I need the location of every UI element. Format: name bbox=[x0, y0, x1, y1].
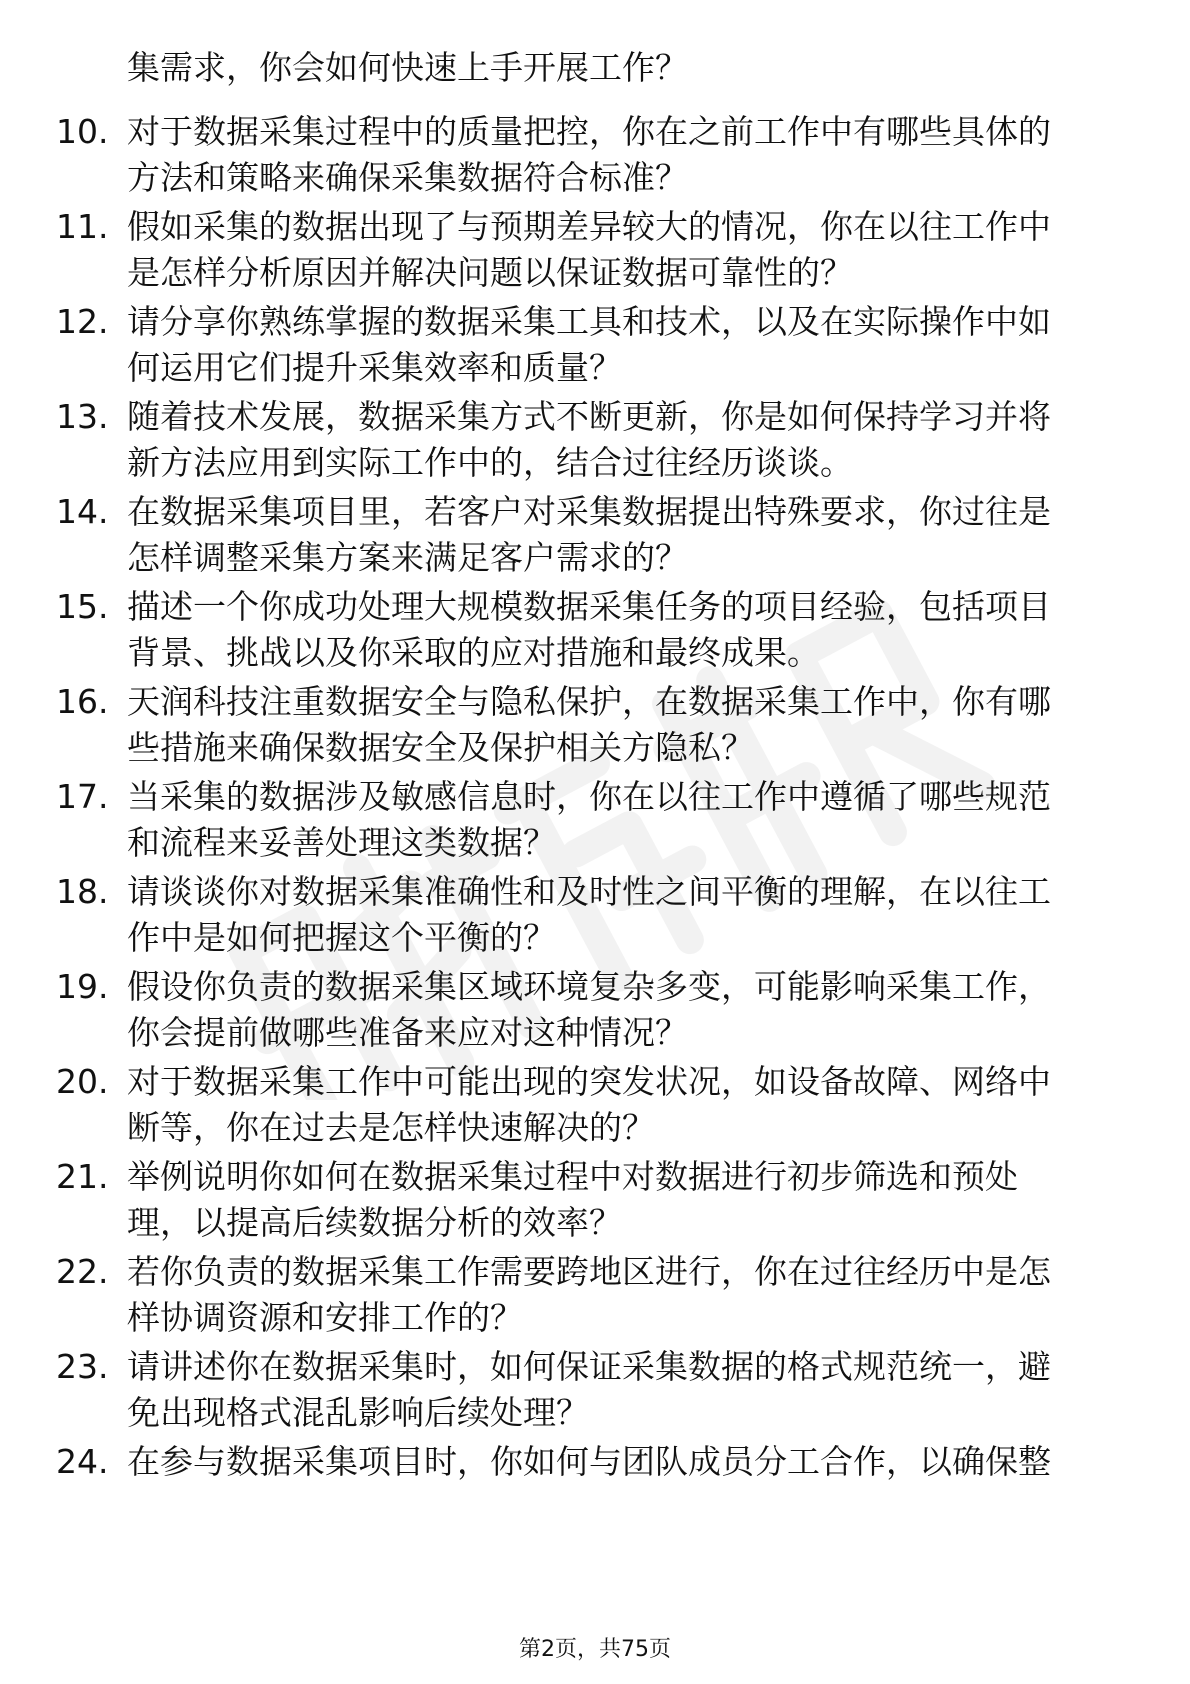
question-item bbox=[56, 1155, 1116, 1245]
question-number: 11. bbox=[56, 207, 109, 246]
question-number: 16. bbox=[56, 682, 109, 721]
question-text-line: 假设你负责的数据采集区域环境复杂多变，可能影响采集工作， bbox=[127, 967, 1051, 1006]
question-item bbox=[56, 205, 1116, 295]
question-item bbox=[56, 1060, 1116, 1150]
question-text-line: 举例说明你如何在数据采集过程中对数据进行初步筛选和预处 bbox=[127, 1157, 1018, 1196]
question-text-line: 随着技术发展，数据采集方式不断更新，你是如何保持学习并将 bbox=[127, 397, 1051, 436]
question-text-line: 何运用它们提升采集效率和质量？ bbox=[127, 348, 622, 387]
page-footer: 第2页，共75页 bbox=[519, 1637, 671, 1662]
question-text-line: 假如采集的数据出现了与预期差异较大的情况，你在以往工作中 bbox=[127, 207, 1051, 246]
question-item bbox=[56, 1250, 1116, 1340]
question-text-line: 是怎样分析原因并解决问题以保证数据可靠性的？ bbox=[127, 253, 853, 292]
question-number: 19. bbox=[56, 967, 109, 1006]
question-number: 13. bbox=[56, 397, 109, 436]
question-item bbox=[56, 775, 1116, 865]
question-text-line: 天润科技注重数据安全与隐私保护，在数据采集工作中，你有哪 bbox=[127, 682, 1051, 721]
question-item bbox=[56, 490, 1116, 580]
question-text-line: 新方法应用到实际工作中的，结合过往经历谈谈。 bbox=[127, 443, 853, 482]
question-text-line: 怎样调整采集方案来满足客户需求的？ bbox=[127, 538, 688, 577]
continuation-text: 集需求，你会如何快速上手开展工作？ bbox=[127, 48, 688, 87]
question-item bbox=[56, 870, 1116, 960]
question-number: 21. bbox=[56, 1157, 109, 1196]
question-number: 10. bbox=[56, 112, 109, 151]
question-text-line: 些措施来确保数据安全及保护相关方隐私？ bbox=[127, 728, 754, 767]
question-item bbox=[56, 680, 1116, 770]
question-text-line: 请分享你熟练掌握的数据采集工具和技术，以及在实际操作中如 bbox=[127, 302, 1051, 341]
question-text-line: 请谈谈你对数据采集准确性和及时性之间平衡的理解，在以往工 bbox=[127, 872, 1051, 911]
question-text-line: 描述一个你成功处理大规模数据采集任务的项目经验，包括项目 bbox=[127, 587, 1051, 626]
question-item bbox=[56, 1440, 1116, 1530]
question-number: 17. bbox=[56, 777, 109, 816]
question-number: 22. bbox=[56, 1252, 109, 1291]
question-text-line: 在数据采集项目里，若客户对采集数据提出特殊要求，你过往是 bbox=[127, 492, 1051, 531]
question-number: 14. bbox=[56, 492, 109, 531]
question-text-line: 若你负责的数据采集工作需要跨地区进行，你在过往经历中是怎 bbox=[127, 1252, 1051, 1291]
question-text-line: 请讲述你在数据采集时，如何保证采集数据的格式规范统一，避 bbox=[127, 1347, 1051, 1386]
question-text-line: 方法和策略来确保采集数据符合标准？ bbox=[127, 158, 688, 197]
question-number: 15. bbox=[56, 587, 109, 626]
question-text-line: 样协调资源和安排工作的？ bbox=[127, 1298, 523, 1337]
question-text-line: 和流程来妥善处理这类数据？ bbox=[127, 823, 556, 862]
question-text-line: 免出现格式混乱影响后续处理？ bbox=[127, 1393, 589, 1432]
question-number: 24. bbox=[56, 1442, 109, 1481]
question-text-line: 对于数据采集工作中可能出现的突发状况，如设备故障、网络中 bbox=[127, 1062, 1051, 1101]
question-text-line: 断等，你在过去是怎样快速解决的？ bbox=[127, 1108, 655, 1147]
question-item bbox=[56, 965, 1116, 1055]
question-text-line: 作中是如何把握这个平衡的？ bbox=[127, 918, 556, 957]
question-text-line: 理，以提高后续数据分析的效率？ bbox=[127, 1203, 622, 1242]
question-item bbox=[56, 110, 1116, 200]
question-text-line: 在参与数据采集项目时，你如何与团队成员分工合作，以确保整 bbox=[127, 1442, 1051, 1481]
question-number: 12. bbox=[56, 302, 109, 341]
question-text-line: 背景、挑战以及你采取的应对措施和最终成果。 bbox=[127, 633, 820, 672]
question-text-line: 当采集的数据涉及敏感信息时，你在以往工作中遵循了哪些规范 bbox=[127, 777, 1051, 816]
question-text-line: 对于数据采集过程中的质量把控，你在之前工作中有哪些具体的 bbox=[127, 112, 1051, 151]
question-item bbox=[56, 395, 1116, 485]
question-item bbox=[56, 300, 1116, 390]
question-number: 23. bbox=[56, 1347, 109, 1386]
question-item bbox=[56, 1345, 1116, 1435]
question-number: 20. bbox=[56, 1062, 109, 1101]
question-item bbox=[56, 585, 1116, 675]
question-text-line: 你会提前做哪些准备来应对这种情况？ bbox=[127, 1013, 688, 1052]
question-number: 18. bbox=[56, 872, 109, 911]
